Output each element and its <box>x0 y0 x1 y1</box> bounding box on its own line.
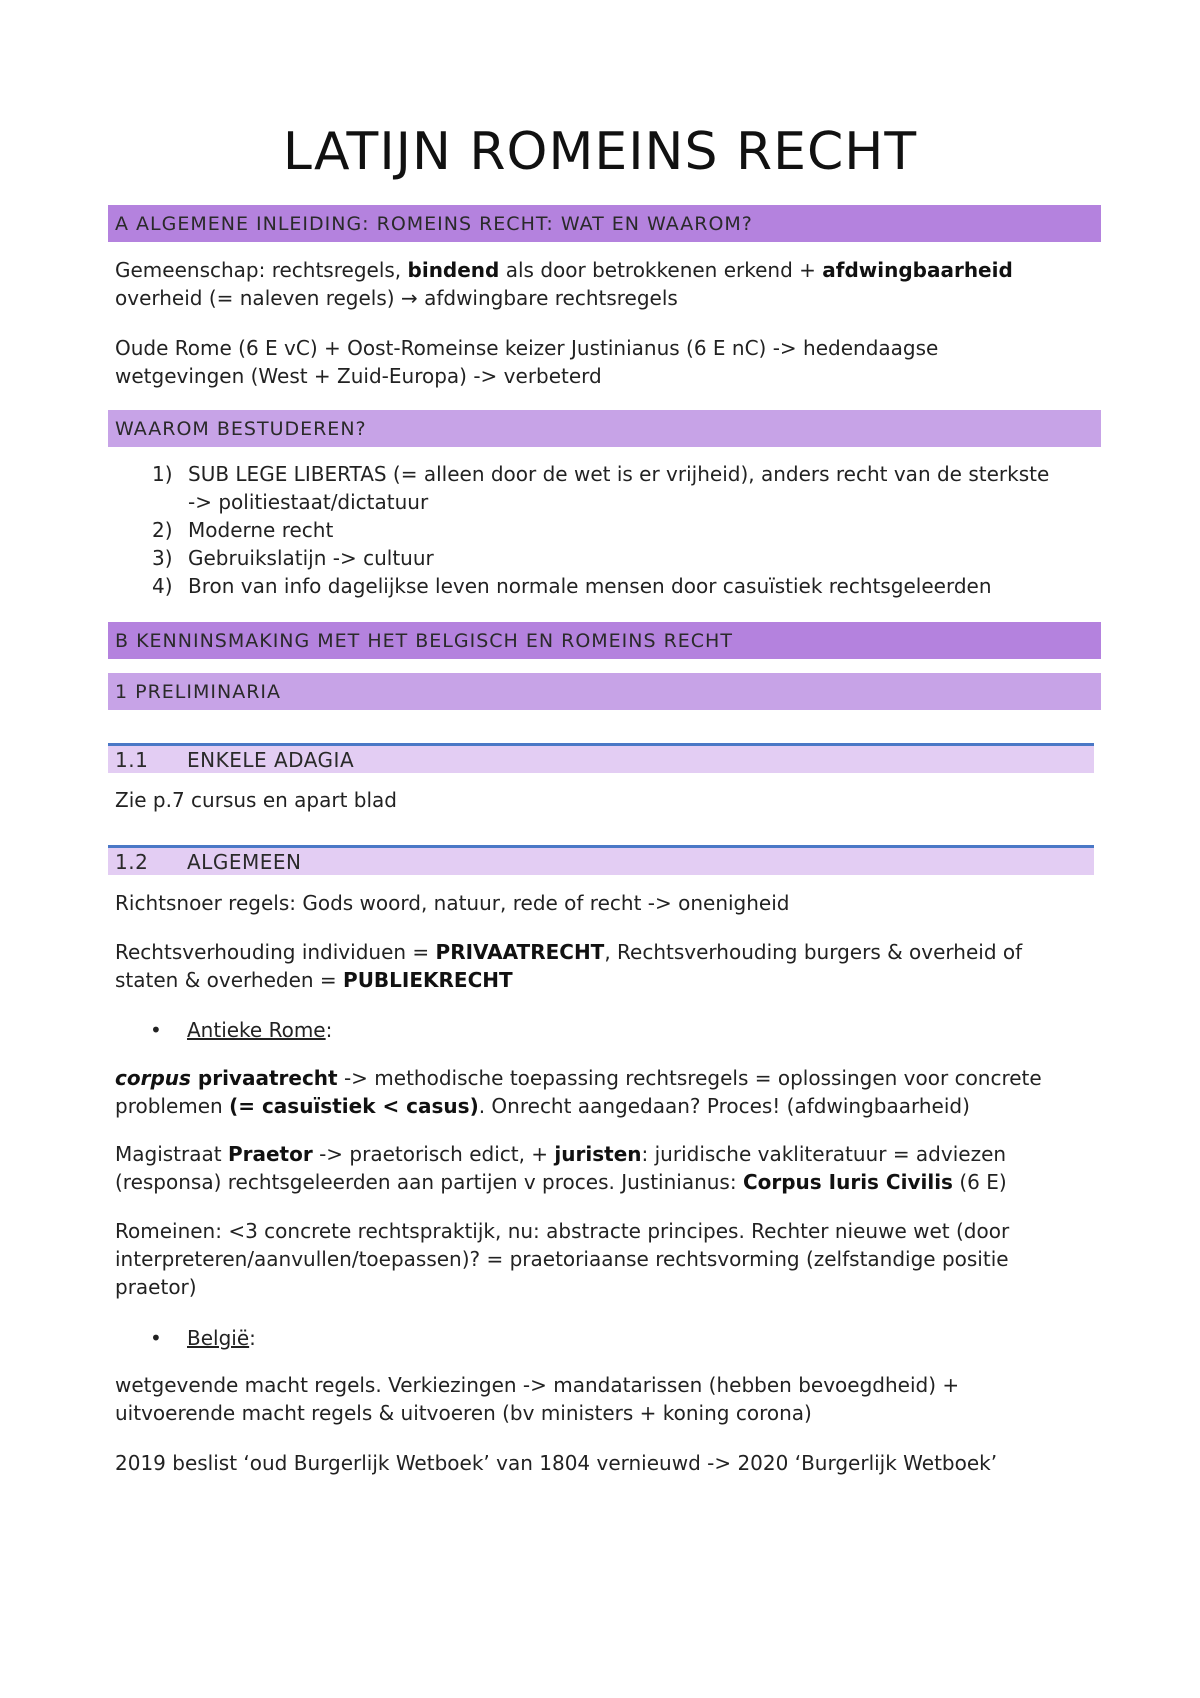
list-item: 1) SUB LEGE LIBERTAS (= alleen door de wet is er vrijheid), anders recht van de sterkste -> politiestaat/dictatuur <box>152 462 1050 514</box>
list-item: 3) Gebruikslatijn -> cultuur <box>152 546 434 570</box>
bullet-dot-icon: • <box>150 1018 162 1042</box>
list-item: 4) Bron van info dagelijkse leven normale mensen door casuïstiek rechtsgeleerden <box>152 574 992 598</box>
paragraph-burgerlijk-wetboek: 2019 beslist ‘oud Burgerlijk Wetboek’ van 1804 vernieuwd -> 2020 ‘Burgerlijk Wetboek’ <box>115 1451 998 1475</box>
paragraph-oude-rome: Oude Rome (6 E vC) + Oost-Romeinse keizer Justinianus (6 E nC) -> hedendaagse wetgevingen (West + Zuid-Europa) -> verbeterd <box>115 336 939 388</box>
subheading-algemeen: 1.2 ALGEMEEN <box>108 845 1094 875</box>
paragraph-adagia: Zie p.7 cursus en apart blad <box>115 788 397 812</box>
paragraph-richtsnoer: Richtsnoer regels: Gods woord, natuur, rede of recht -> onenigheid <box>115 891 790 915</box>
page-title: LATIJN ROMEINS RECHT <box>282 122 918 182</box>
document-page: LATIJN ROMEINS RECHT A ALGEMENE INLEIDING: ROMEINS RECHT: WAT EN WAAROM? Gemeenschap: rechtsregels, bindend als door betrokkenen erkend + afdwingbaarheid overheid (= naleven regels) → afdwingbare rechtsregels Oude Rome (6 E vC) + Oost-Romeinse keizer Justinianus (6 E nC) -> hedendaagse wetgevingen (West + Zuid-Europa) -> verbeterd WAAROM BESTUDEREN? 1) SUB LEGE LIBERTAS (= alleen door de wet is er vrijheid), anders recht van de sterkste -> politiestaat/dictatuur 2) Moderne recht 3) Gebruikslatijn -> cultuur 4) Bron van info dagelijkse leven normale mensen door casuïstiek rechtsgeleerden B KENNINSMAKING MET HET BELGISCH EN ROMEINS RECHT 1 PRELIMINARIA 1.1 ENKELE ADAGIA Zie p.7 cursus en apart blad 1.2 ALGEMEEN Richtsnoer regels: Gods woord, natuur, rede of recht -> onenigheid Rechtsverhouding individuen = PRIVAATRECHT, Rechtsverhouding burgers & overheid of staten & overheden = PUBLIEKRECHT • Antieke Rome: corpus privaatrecht -> methodische toepassing rechtsregels = oplossingen voor concrete problemen (= casuïstiek < casus). Onrecht aangedaan? Proces! (afdwingbaarheid) Magistraat Praetor -> praetorisch edict, + juristen: juridische vakliteratuur = adviezen (responsa) rechtsgeleerden aan partijen v proces. Justinianus: Corpus Iuris Civilis (6 E) Romeinen: <3 concrete rechtspraktijk, nu: abstracte principes. Rechter nieuwe wet (door interpreteren/aanvullen/toepassen)? = praetoriaanse rechtsvorming (zelfstandige positie praetor) • België: wetgevende macht regels. Verkiezingen -> mandatarissen (hebben bevoegdheid) + uitvoerende macht regels & uitvoeren (bv ministers + koning corona) 2019 beslist ‘oud Burgerlijk Wetboek’ van 1804 vernieuwd -> 2020 ‘Burgerlijk Wetboek’ <box>0 0 1200 1698</box>
paragraph-rechtsverhouding: Rechtsverhouding individuen = PRIVAATRECHT, Rechtsverhouding burgers & overheid of staten & overheden = PUBLIEKRECHT <box>115 940 1023 992</box>
paragraph-corpus: corpus privaatrecht -> methodische toepassing rechtsregels = oplossingen voor concrete problemen (= casuïstiek < casus). Onrecht aangedaan? Proces! (afdwingbaarheid) <box>115 1066 1042 1118</box>
heading-preliminaria: 1 PRELIMINARIA <box>108 673 1101 710</box>
paragraph-romeinen: Romeinen: <3 concrete rechtspraktijk, nu: abstracte principes. Rechter nieuwe wet (door interpreteren/aanvullen/toepassen)? = praetoriaanse rechtsvorming (zelfstandige positie praetor) <box>115 1219 1010 1299</box>
bullet-dot-icon: • <box>150 1326 162 1350</box>
paragraph-magistraat: Magistraat Praetor -> praetorisch edict, + juristen: juridische vakliteratuur = adviezen (responsa) rechtsgeleerden aan partijen v proces. Justinianus: Corpus Iuris Civilis (6 E) <box>115 1142 1007 1194</box>
heading-a-algemene-inleiding: A ALGEMENE INLEIDING: ROMEINS RECHT: WAT EN WAAROM? <box>108 205 1101 242</box>
list-item: 2) Moderne recht <box>152 518 334 542</box>
paragraph-gemeenschap: Gemeenschap: rechtsregels, bindend als door betrokkenen erkend + afdwingbaarheid overheid (= naleven regels) → afdwingbare rechtsregels <box>115 258 1013 310</box>
heading-b-kenninsmaking: B KENNINSMAKING MET HET BELGISCH EN ROMEINS RECHT <box>108 622 1101 659</box>
list-waarom <box>115 460 1095 600</box>
subheading-enkele-adagia: 1.1 ENKELE ADAGIA <box>108 743 1094 773</box>
arrow-right-icon: → <box>400 286 418 310</box>
paragraph-wetgevende-macht: wetgevende macht regels. Verkiezingen -> mandatarissen (hebben bevoegdheid) + uitvoerende macht regels & uitvoeren (bv ministers + koning corona) <box>115 1373 960 1425</box>
heading-waarom-bestuderen: WAAROM BESTUDEREN? <box>108 410 1101 447</box>
